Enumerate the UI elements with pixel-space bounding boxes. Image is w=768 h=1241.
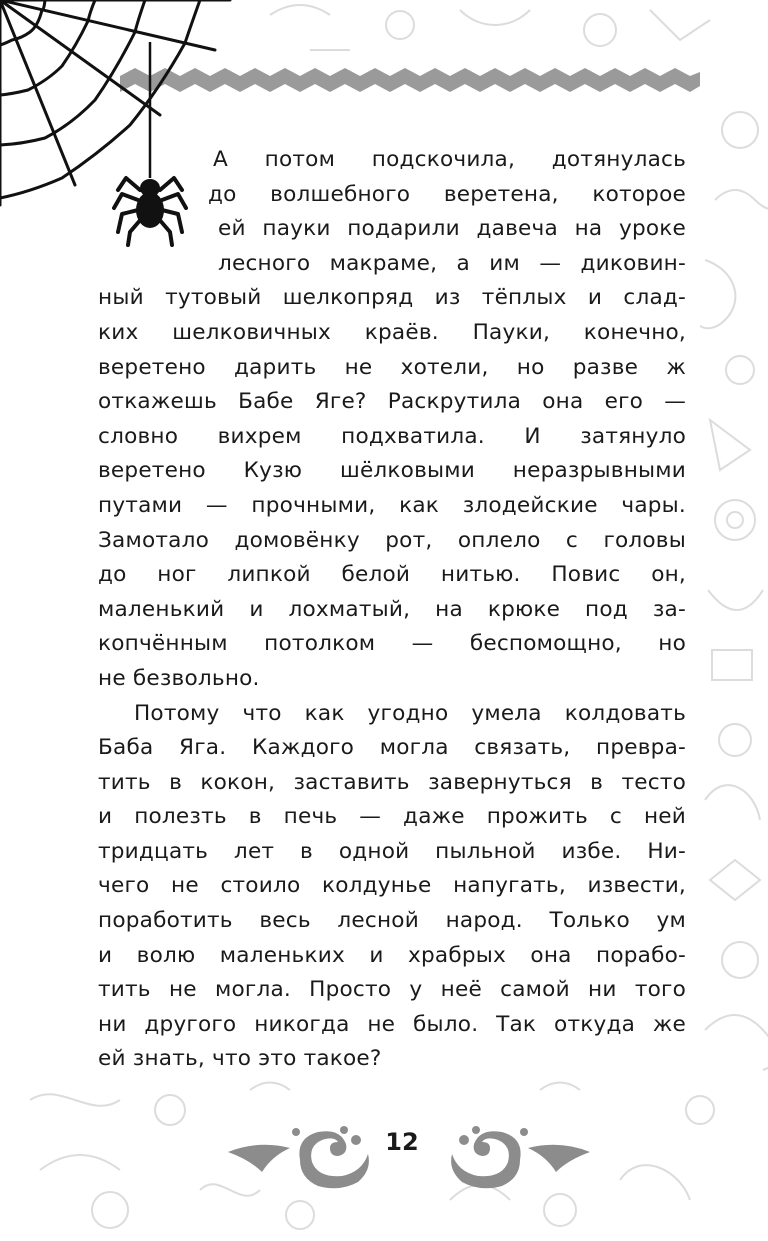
text-line: А потом подскочила, дотянулась bbox=[213, 147, 686, 172]
text-line: поработить весь лесной народ. Только ум bbox=[98, 908, 686, 934]
text-line: не безвольно. bbox=[98, 665, 260, 691]
text-line: чего не стоило колдунье напугать, извести, bbox=[98, 873, 686, 899]
text-line: откажешь Бабе Яге? Раскрутила она его — bbox=[98, 389, 686, 415]
text-line: до ног липкой белой нитью. Повис он, bbox=[98, 562, 686, 588]
text-line: веретено Кузю шёлковыми неразрывными bbox=[98, 458, 686, 484]
text-line: словно вихрем подхватила. И затянуло bbox=[98, 423, 686, 449]
text-line: и полезть в печь — даже прожить с ней bbox=[98, 804, 686, 830]
text-line: ный тутовый шелкопряд из тёплых и слад- bbox=[98, 285, 686, 311]
text-line: веретено дарить не хотели, но разве ж bbox=[98, 354, 686, 380]
text-line: путами — прочными, как злодейские чары. bbox=[98, 492, 686, 518]
text-line: Замотало домовёнку рот, оплело с головы bbox=[98, 527, 686, 553]
text-line: Потому что как угодно умела колдовать bbox=[134, 700, 686, 726]
text-line: копчённым потолком — беспомощно, но bbox=[98, 631, 686, 657]
text-line: Баба Яга. Каждого могла связать, превра- bbox=[98, 735, 686, 761]
text-line: тить в кокон, заставить завернуться в тесто bbox=[98, 769, 686, 795]
text-line: маленький и лохматый, на крюке под за- bbox=[98, 596, 686, 622]
text-line: ей пауки подарили давеча на уроке bbox=[218, 216, 686, 242]
text-line: тридцать лет в одной пыльной избе. Ни- bbox=[98, 838, 686, 864]
text-line: ких шелковичных краёв. Пауки, конечно, bbox=[98, 319, 686, 345]
leaf-right-icon bbox=[528, 1145, 590, 1172]
body-text bbox=[98, 143, 686, 1077]
text-line: тить не могла. Просто у неё самой ни того bbox=[98, 977, 686, 1003]
text-line: ей знать, что это такое? bbox=[98, 1046, 382, 1072]
swirl-ornament-icon bbox=[451, 1126, 528, 1188]
leaf-left-icon bbox=[228, 1145, 290, 1172]
swirl-ornament-icon bbox=[292, 1126, 369, 1188]
text-line: до волшебного веретена, которое bbox=[208, 181, 686, 207]
paragraph bbox=[98, 697, 686, 1078]
page-number: 12 bbox=[385, 1128, 419, 1156]
paragraph bbox=[98, 281, 686, 696]
text-line: лесного макраме, а им — диковин- bbox=[218, 250, 686, 276]
paragraph bbox=[118, 143, 686, 281]
text-line: и волю маленьких и храбрых она порабо- bbox=[98, 942, 686, 968]
text-line: ни другого никогда не было. Так откуда же bbox=[98, 1011, 686, 1037]
